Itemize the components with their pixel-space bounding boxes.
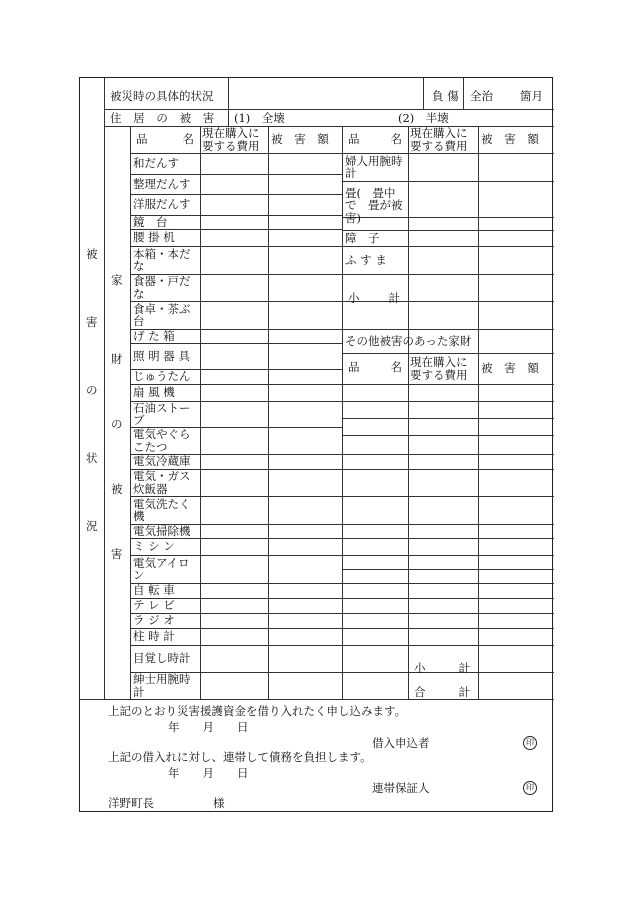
- right-item-3: ふ す ま: [345, 252, 387, 267]
- right-item-2: 障 子: [345, 230, 380, 245]
- right-subtotal-char-1: 計: [388, 291, 400, 305]
- left-item-3: 鏡 台: [133, 214, 168, 229]
- right-row-rule: [342, 418, 554, 419]
- right-item-header-char-1: 名: [390, 132, 402, 146]
- left-item-header: [136, 133, 194, 146]
- outer-side-char-4: 況: [86, 519, 98, 533]
- rule-line: [423, 78, 424, 109]
- right-row-rule: [342, 645, 554, 646]
- left-item-8: げ た 箱: [133, 328, 175, 343]
- left-item-25: 紳士用腕時計: [133, 672, 191, 699]
- other-damage-title: その他被害のあった家財: [345, 333, 472, 348]
- outer-side-char-0: 被: [86, 247, 98, 261]
- total-label: [414, 686, 470, 699]
- application-date: 年 月 日: [168, 720, 249, 734]
- guarantor-seal: 印: [523, 781, 537, 795]
- right-subtotal-char-0: 小: [348, 291, 360, 305]
- left-item-12: 石油ストーブ: [133, 400, 191, 427]
- left-item-7: 食卓・茶ぶ台: [133, 301, 191, 328]
- right-damage-header-2: 被 害 額: [481, 361, 543, 376]
- right-row-rule: [342, 469, 554, 470]
- right-row-rule: [342, 569, 554, 570]
- inner-side-char-3: 被: [111, 482, 123, 496]
- bottom-subtotal-char-0: 小: [414, 661, 426, 675]
- right-cost-header: 現在購入に要する費用: [410, 126, 468, 153]
- guarantee-date: 年 月 日: [168, 766, 249, 780]
- left-item-24: 目覚し時計: [133, 651, 191, 666]
- inner-side-char-1: 財: [111, 352, 123, 366]
- right-row-rule: [342, 496, 554, 497]
- left-item-15: 電気・ガス炊飯器: [133, 469, 191, 496]
- right-row-rule: [342, 435, 554, 436]
- left-item-13: 電気やぐらこたつ: [133, 427, 191, 454]
- right-row-rule: [342, 628, 554, 629]
- left-item-5: 本箱・本だな: [133, 246, 191, 273]
- left-item-0: 和だんす: [133, 156, 179, 171]
- total-char-1: 計: [458, 685, 470, 699]
- right-damage-header: 被 害 額: [481, 132, 543, 147]
- left-item-20: 自 転 車: [133, 583, 175, 598]
- rule-line: [228, 109, 229, 126]
- right-item-0: 婦人用腕時計: [345, 153, 403, 180]
- application-text: 上記のとおり災害援護資金を借り入れたく申し込みます。: [108, 704, 407, 718]
- rule-line: [463, 78, 464, 109]
- borrower-label: 借入申込者: [372, 736, 430, 750]
- situation-label: 被災時の具体的状況: [110, 89, 214, 103]
- left-cost-header: 現在購入に要する費用: [202, 126, 260, 153]
- right-cost-header-2: 現在購入に要する費用: [410, 355, 468, 382]
- right-row-rule: [342, 454, 554, 455]
- right-item-header: [348, 133, 402, 146]
- bottom-subtotal-label: [414, 662, 470, 675]
- guarantee-text: 上記の借入れに対し、連帯して債務を負担します。: [108, 750, 372, 764]
- right-row-rule: [342, 555, 554, 556]
- right-row-rule: [342, 384, 554, 385]
- left-item-14: 電気冷蔵庫: [133, 454, 191, 469]
- right-row-rule: [342, 699, 554, 700]
- housing-option-total: (1) 全壊: [234, 111, 285, 125]
- injury-label: 負 傷: [432, 89, 459, 103]
- inner-side-char-2: の: [111, 417, 123, 431]
- right-row-rule: [342, 598, 554, 599]
- full-cure-label: 全治: [470, 89, 493, 103]
- borrower-seal: 印: [523, 736, 537, 750]
- left-item-19: 電気アイロン: [133, 555, 190, 582]
- rule-line: [228, 78, 229, 109]
- outer-side-char-1: 害: [86, 315, 98, 329]
- left-item-22: ラ ジ オ: [133, 613, 175, 628]
- right-row-rule: [342, 538, 554, 539]
- right-row-rule: [342, 401, 554, 402]
- right-item-header-2: [348, 361, 402, 374]
- right-item-header-char-0: 品: [348, 132, 360, 146]
- right-row-rule: [342, 524, 554, 525]
- right-item-1: 畳( 畳中で 畳が被害): [345, 185, 403, 225]
- left-item-9: 照 明 器 具: [133, 348, 190, 363]
- right-subtotal-label: [348, 292, 400, 305]
- inner-side-char-0: 家: [111, 273, 123, 287]
- left-item-17: 電気掃除機: [133, 523, 191, 538]
- disaster-loan-form: [79, 77, 553, 812]
- left-row-rule: [130, 699, 342, 700]
- left-item-1: 整理だんす: [133, 176, 191, 191]
- addressee-honorific: 様: [213, 796, 225, 810]
- housing-option-half: (2) 半壊: [398, 111, 449, 125]
- header-rule: [104, 109, 554, 110]
- left-item-6: 食器・戸だな: [133, 274, 191, 301]
- left-item-18: ミ シ ン: [133, 539, 175, 554]
- outer-side-char-3: 状: [86, 451, 98, 465]
- left-damage-header: 被 害 額: [271, 132, 333, 147]
- left-item-4: 腰 掛 机: [133, 230, 175, 245]
- inner-side-char-4: 害: [111, 547, 123, 561]
- right-item-header-2-char-1: 名: [390, 360, 402, 374]
- left-item-21: テ レ ビ: [133, 598, 175, 613]
- right-row-rule: [342, 613, 554, 614]
- left-item-23: 柱 時 計: [133, 629, 175, 644]
- left-item-header-char-1: 名: [182, 132, 194, 146]
- housing-damage-label: 住 居 の 被 害: [110, 111, 219, 125]
- bottom-subtotal-char-1: 計: [458, 661, 470, 675]
- total-char-0: 合: [414, 685, 426, 699]
- outer-side-char-2: の: [86, 383, 98, 397]
- outer-label-divider: [104, 78, 105, 699]
- guarantor-label: 連帯保証人: [372, 781, 430, 795]
- left-item-10: じゅうたん: [133, 369, 191, 384]
- right-item-header-2-char-0: 品: [348, 360, 360, 374]
- left-item-16: 電気洗たく機: [133, 496, 191, 523]
- months-label: 箇月: [520, 89, 543, 103]
- left-item-2: 洋服だんす: [133, 197, 191, 212]
- left-item-header-char-0: 品: [136, 132, 148, 146]
- right-row-rule: [342, 274, 554, 275]
- addressee-label: 洋野町長: [108, 796, 154, 810]
- left-item-11: 扇 風 機: [133, 385, 175, 400]
- right-row-rule: [342, 583, 554, 584]
